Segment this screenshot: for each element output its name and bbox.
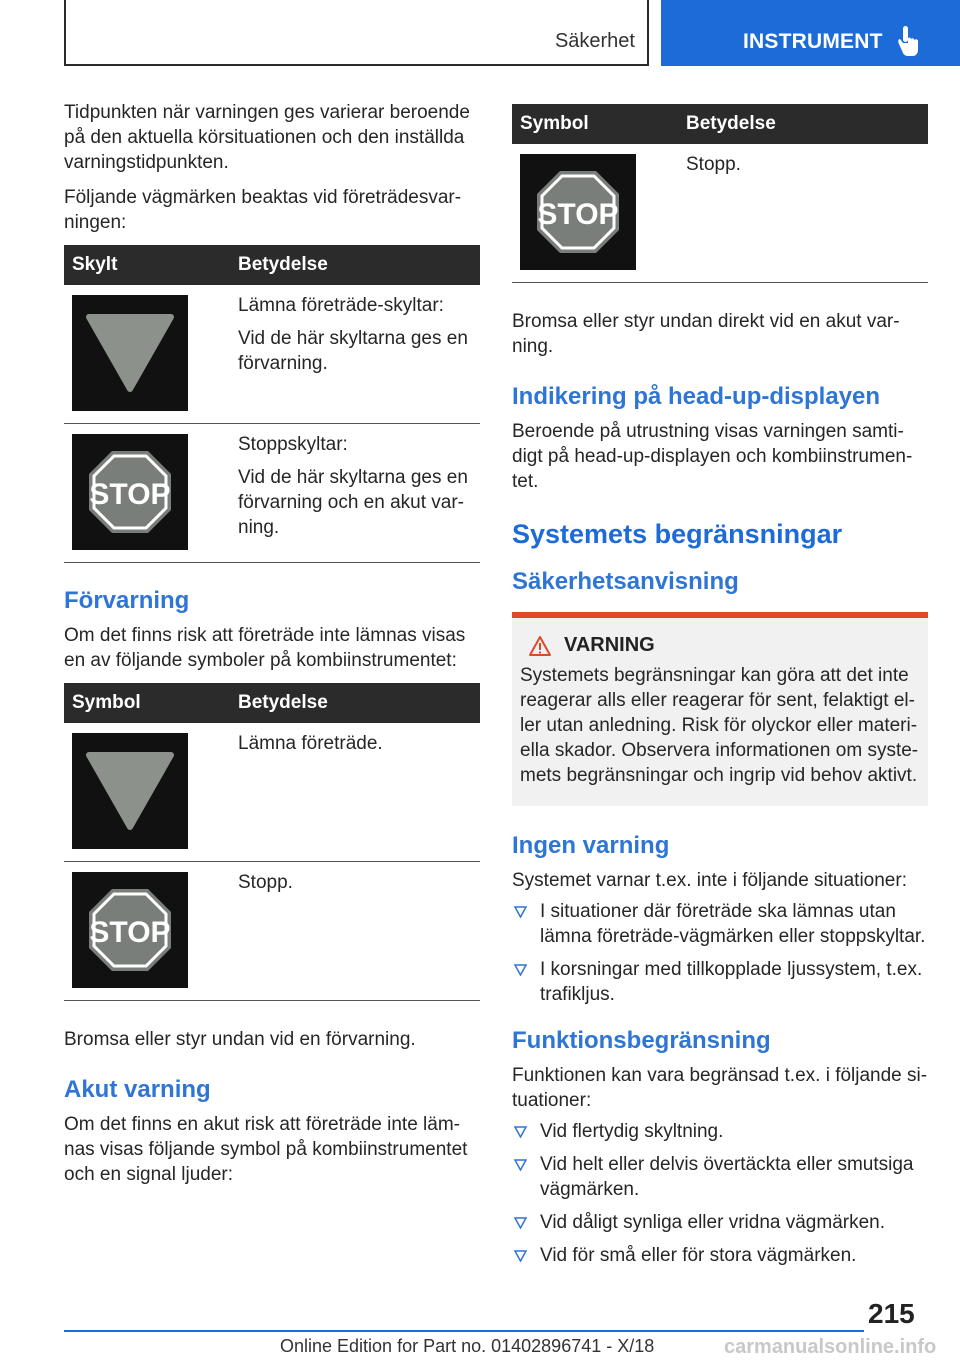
stop-sign-icon xyxy=(520,154,636,270)
hand-pointer-icon xyxy=(897,26,919,56)
row-description: Lämna företräde. xyxy=(238,733,383,754)
stop-sign-icon xyxy=(72,434,188,550)
warning-text: Systemets begränsningar kan göra att det inte reagerar alls eller reagerar för sent, felaktigt el-ler utan anledning. Risk för olyckor eller materi-ella skador. Observera informationen om syste-mets begränsningar och ingrip vid behov aktivt. xyxy=(520,665,919,786)
warning-box xyxy=(512,612,928,806)
bullet-triangle-icon xyxy=(514,964,527,976)
heading-forvarning: Förvarning xyxy=(64,587,190,614)
left-column xyxy=(64,100,480,1197)
warning-header xyxy=(528,634,920,657)
heading-system-limits: Systemets begränsningar xyxy=(512,519,843,549)
list-item: I situationer där företräde ska lämnas utan lämna företräde-vägmärken eller stoppskyltar. xyxy=(512,899,928,949)
heading-safety-note: Säkerhetsanvisning xyxy=(512,568,739,595)
akut-action: Bromsa eller styr undan direkt vid en akut var-ning. xyxy=(512,311,900,357)
column-header-meaning: Betydelse xyxy=(678,104,928,144)
warning-triangle-icon xyxy=(528,635,552,657)
chapter-title: INSTRUMENT xyxy=(743,30,883,53)
row-title: Lämna företräde-skyltar: xyxy=(238,295,444,316)
header-chapter-tab[interactable] xyxy=(661,0,960,66)
heading-function-limits: Funktionsbegränsning xyxy=(512,1027,771,1054)
intro-paragraph-1: Tidpunkten när varningen ges varierar beroende på den aktuella körsituationen och den inställda varningstidpunkten. xyxy=(64,102,470,173)
list-item: I korsningar med tillkopplade ljussystem, t.ex. trafikljus. xyxy=(512,957,928,1007)
svg-text:STOP: STOP xyxy=(89,478,171,511)
table-row xyxy=(64,285,480,424)
column-header-sign: Skylt xyxy=(64,245,230,285)
heading-ingen-varning: Ingen varning xyxy=(512,832,670,859)
sign-table xyxy=(64,245,480,563)
table-header-row xyxy=(64,683,480,723)
table-row xyxy=(64,723,480,862)
funktion-list xyxy=(512,1119,928,1268)
list-item: Vid helt eller delvis övertäckta eller smutsiga vägmärken. xyxy=(512,1152,928,1202)
watermark: carmanualsonline.info xyxy=(724,1336,937,1358)
column-header-symbol: Symbol xyxy=(64,683,230,723)
bullet-triangle-icon xyxy=(514,1159,527,1171)
yield-sign-icon xyxy=(72,295,188,411)
stop-sign-icon xyxy=(72,872,188,988)
forvarning-paragraph: Om det finns risk att företräde inte lämnas visas en av följande symboler på kombiinstrumentet: xyxy=(64,625,466,671)
svg-text:STOP: STOP xyxy=(537,198,619,231)
row-description: Stopp. xyxy=(238,872,293,893)
warning-label: VARNING xyxy=(564,634,655,656)
funktion-paragraph: Funktionen kan vara begränsad t.ex. i följande si-tuationer: xyxy=(512,1065,928,1111)
yield-sign-icon xyxy=(72,733,188,849)
table-row xyxy=(512,144,928,283)
ingen-list xyxy=(512,899,928,1007)
row-title: Stoppskyltar: xyxy=(238,434,348,455)
table-row xyxy=(64,862,480,1001)
bullet-triangle-icon xyxy=(514,1126,527,1138)
heading-head-up-display: Indikering på head-up-displayen xyxy=(512,383,881,410)
heading-akut-varning: Akut varning xyxy=(64,1076,211,1103)
svg-text:STOP: STOP xyxy=(89,916,171,949)
list-item: Vid flertydig skyltning. xyxy=(512,1119,928,1144)
table-header-row xyxy=(512,104,928,144)
list-item: Vid för små eller för stora vägmärken. xyxy=(512,1243,928,1268)
ingen-paragraph: Systemet varnar t.ex. inte i följande situationer: xyxy=(512,870,907,891)
page-number: 215 xyxy=(868,1298,915,1329)
forvarning-action: Bromsa eller styr undan vid en förvarning. xyxy=(64,1029,416,1050)
list-item: Vid dåligt synliga eller vridna vägmärken. xyxy=(512,1210,928,1235)
hud-paragraph: Beroende på utrustning visas varningen samti-digt på head-up-displayen och kombiinstrumen-tet. xyxy=(512,421,913,492)
footer-edition: Online Edition for Part no. 01402896741 - X/18 xyxy=(280,1336,655,1356)
bullet-triangle-icon xyxy=(514,1217,527,1229)
column-header-meaning: Betydelse xyxy=(230,245,480,285)
row-description: Vid de här skyltarna ges en förvarning och en akut var-ning. xyxy=(238,467,468,538)
symbol-table-akut xyxy=(512,104,928,283)
symbol-table xyxy=(64,683,480,1001)
intro-paragraph-2: Följande vägmärken beaktas vid företrädesvar-ningen: xyxy=(64,187,462,233)
table-header-row xyxy=(64,245,480,285)
table-row xyxy=(64,424,480,563)
header-section-tab xyxy=(64,0,649,66)
right-column xyxy=(512,104,928,1276)
bullet-triangle-icon xyxy=(514,906,527,918)
section-title: Säkerhet xyxy=(554,30,635,52)
row-description: Vid de här skyltarna ges en förvarning. xyxy=(238,328,468,374)
akut-paragraph: Om det finns en akut risk att företräde inte läm-nas visas följande symbol på kombiinstrumentet och en signal ljuder: xyxy=(64,1114,468,1185)
column-header-symbol: Symbol xyxy=(512,104,678,144)
column-header-meaning: Betydelse xyxy=(230,683,480,723)
footer-divider xyxy=(64,1330,864,1332)
bullet-triangle-icon xyxy=(514,1250,527,1262)
row-description: Stopp. xyxy=(686,154,741,175)
